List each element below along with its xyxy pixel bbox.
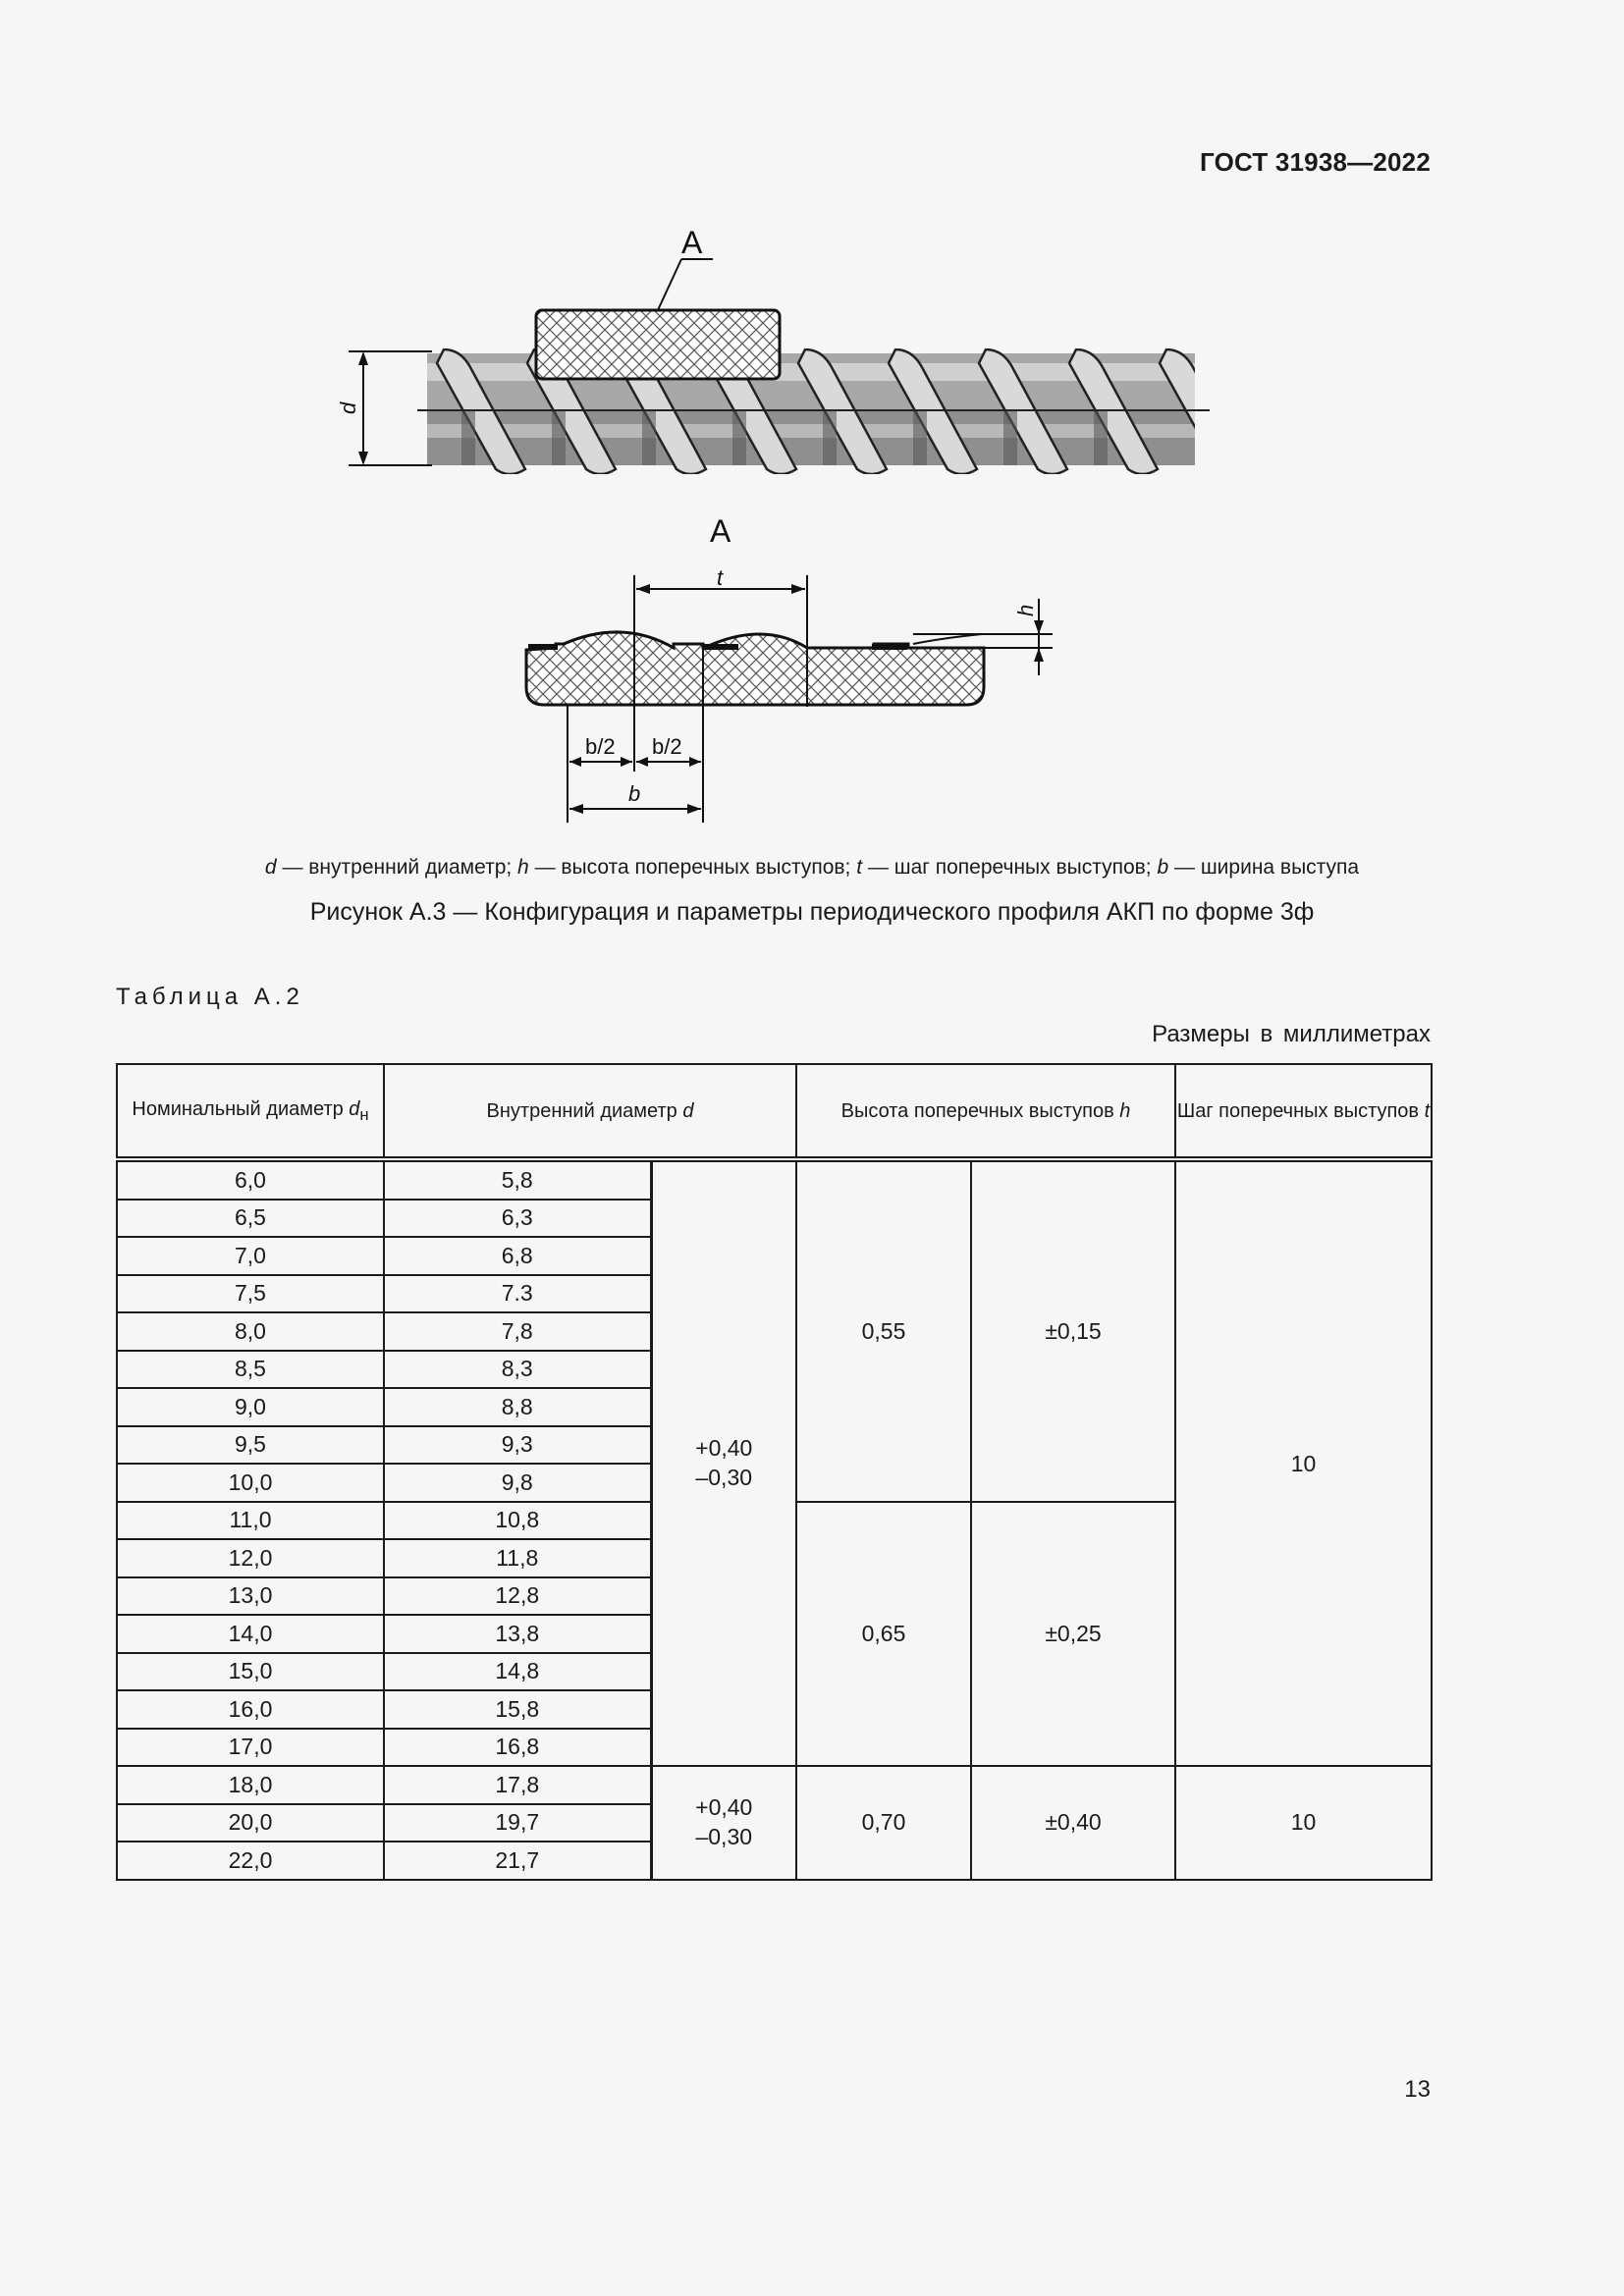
table-cell: 5,8 (384, 1159, 651, 1200)
figure-caption: Рисунок А.3 — Конфигурация и параметры периодического профиля АКП по форме 3ф (309, 898, 1315, 926)
table-cell: 18,0 (117, 1766, 384, 1804)
dim-b-half-left: b/2 (585, 734, 616, 759)
table-cell: 16,8 (384, 1729, 651, 1767)
inner-tolerance-1: +0,40 –0,30 (651, 1159, 796, 1766)
pitch-value-2: 10 (1175, 1766, 1432, 1880)
table-cell: 19,7 (384, 1804, 651, 1842)
height-tolerance-1: ±0,15 (971, 1159, 1175, 1502)
table-cell: 22,0 (117, 1842, 384, 1880)
table-cell: 11,0 (117, 1502, 384, 1540)
table-cell: 10,8 (384, 1502, 651, 1540)
dim-b: b (628, 781, 641, 806)
spec-table (116, 1063, 1433, 1881)
table-units: Размеры в миллиметрах (1152, 1021, 1431, 1047)
height-value-3: 0,70 (796, 1766, 971, 1880)
table-cell: 8,8 (384, 1388, 651, 1426)
table-cell: 10,0 (117, 1464, 384, 1502)
table-cell: 6,5 (117, 1200, 384, 1238)
height-tolerance-3: ±0,40 (971, 1766, 1175, 1880)
table-cell: 16,0 (117, 1690, 384, 1729)
dim-h: h (1013, 604, 1038, 616)
header-inner-diameter: Внутренний диаметр d (384, 1064, 796, 1159)
table-cell: 11,8 (384, 1539, 651, 1577)
table-row (117, 1766, 1432, 1804)
table-cell: 17,8 (384, 1766, 651, 1804)
page-number: 13 (1404, 2076, 1431, 2103)
dim-t: t (717, 565, 724, 590)
document-header-standard: ГОСТ 31938—2022 (1200, 147, 1431, 177)
table-cell: 6,3 (384, 1200, 651, 1238)
table-cell: 6,8 (384, 1237, 651, 1275)
pitch-value-1: 10 (1175, 1159, 1432, 1766)
table-row (117, 1159, 1432, 1200)
table-cell: 7,5 (117, 1275, 384, 1313)
table-cell: 7.3 (384, 1275, 651, 1313)
height-value-1: 0,55 (796, 1159, 971, 1502)
table-label: Таблица А.2 (116, 984, 304, 1010)
table-cell: 21,7 (384, 1842, 651, 1880)
table-cell: 14,8 (384, 1653, 651, 1691)
table-cell: 8,0 (117, 1312, 384, 1351)
table-cell: 6,0 (117, 1159, 384, 1200)
dim-b-half-right: b/2 (652, 734, 682, 759)
table-cell: 7,8 (384, 1312, 651, 1351)
table-cell: 8,5 (117, 1351, 384, 1389)
table-cell: 9,0 (117, 1388, 384, 1426)
height-tolerance-2: ±0,25 (971, 1502, 1175, 1767)
inner-tolerance-2: +0,40 –0,30 (651, 1766, 796, 1880)
table-cell: 13,8 (384, 1615, 651, 1653)
table-cell: 15,8 (384, 1690, 651, 1729)
table-cell: 9,5 (117, 1426, 384, 1465)
header-rib-height: Высота поперечных выступов h (796, 1064, 1175, 1159)
table-cell: 12,0 (117, 1539, 384, 1577)
table-cell: 20,0 (117, 1804, 384, 1842)
table-cell: 9,3 (384, 1426, 651, 1465)
figure-legend: d — внутренний диаметр; h — высота поперечных выступов; t — шаг поперечных выступов; b — ширина выступа (264, 856, 1360, 879)
dim-d: d (336, 401, 360, 414)
table-cell: 17,0 (117, 1729, 384, 1767)
header-nominal-diameter: Номинальный диаметр $d_н$ (117, 1064, 384, 1159)
table-cell: 12,8 (384, 1577, 651, 1616)
table-cell: 15,0 (117, 1653, 384, 1691)
profile-detail-section (526, 565, 1053, 823)
table-header-row (117, 1064, 1432, 1159)
table-cell: 8,3 (384, 1351, 651, 1389)
table-cell: 7,0 (117, 1237, 384, 1275)
label-A-top: А (681, 225, 703, 260)
profile-figure (0, 0, 1624, 844)
height-value-2: 0,65 (796, 1502, 971, 1767)
table-cell: 13,0 (117, 1577, 384, 1616)
label-A-detail: А (710, 513, 731, 549)
table-cell: 9,8 (384, 1464, 651, 1502)
detail-callout-box (536, 310, 780, 379)
table-cell: 14,0 (117, 1615, 384, 1653)
header-rib-pitch: Шаг поперечных выступов t (1175, 1064, 1432, 1159)
